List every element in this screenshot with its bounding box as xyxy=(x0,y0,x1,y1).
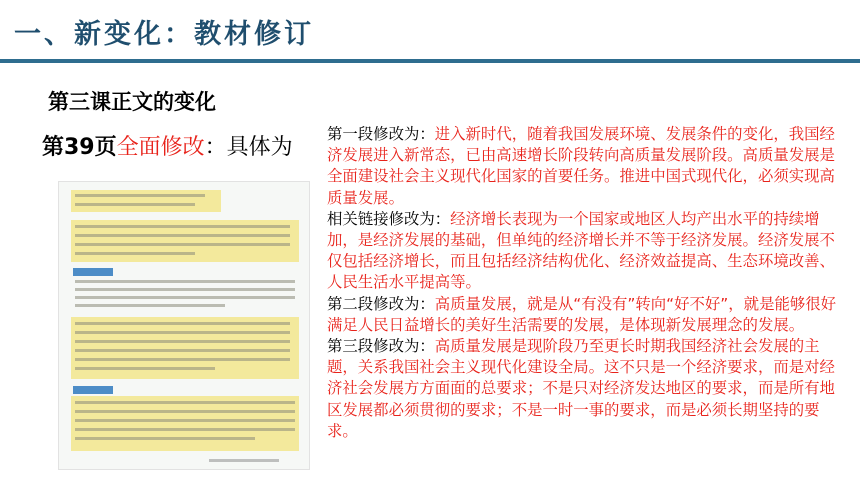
page-title: 一、新变化：教材修订 xyxy=(14,19,314,50)
page-number: 第39页 xyxy=(42,135,117,160)
paragraph-content: 高质量发展，就是从“有没有”转向“好不好”，就是能够很好满足人民日益增长的美好生活需要的发展，是体现新发展理念的发展。 xyxy=(327,294,837,334)
page-emphasis: 全面修改 xyxy=(116,135,205,160)
section-heading: 第三课正文的变化 xyxy=(48,90,216,114)
revision-text xyxy=(327,124,839,442)
paragraph-content: 经济增长表现为一个国家或地区人均产出水平的持续增加，是经济发展的基础，但单纯的经济增长并不等于经济发展。经济发展不仅包括经济增长，而且包括经济结构优化、经济效益提高、生态环境改善、人民生活水平提高等。 xyxy=(327,209,835,292)
paragraph-label: 相关链接修改为： xyxy=(327,209,451,228)
textbook-page-image xyxy=(58,181,310,470)
paragraph-label: 第二段修改为： xyxy=(327,294,435,313)
page-suffix: ：具体为 xyxy=(204,135,293,160)
paragraph-label: 第三段修改为： xyxy=(327,337,435,356)
paragraph-label: 第一段修改为： xyxy=(327,125,435,143)
title-bar xyxy=(0,0,860,60)
paragraph-content: 进入新时代，随着我国发展环境、发展条件的变化，我国经济发展进入新常态，已由高速增长阶段转向高质量发展阶段。高质量发展是全面建设社会主义现代化国家的首要任务。推进中国式现代化，必须实现高质量发展。 xyxy=(327,125,835,207)
page-note xyxy=(42,130,293,161)
paragraph-4 xyxy=(327,336,839,442)
paragraph-1 xyxy=(327,124,839,209)
paragraph-content: 高质量发展是现阶段乃至更长时期我国经济社会发展的主题，关系我国社会主义现代化建设全局。这不只是一个经济要求，而是对经济社会发展方方面面的总要求；不是只对经济发达地区的要求，而是所有地区发展都必须贯彻的要求；不是一时一事的要求，而是必须长期坚持的要求。 xyxy=(327,337,835,440)
paragraph-3 xyxy=(327,294,839,336)
paragraph-2 xyxy=(327,209,839,294)
title-divider xyxy=(0,59,860,63)
